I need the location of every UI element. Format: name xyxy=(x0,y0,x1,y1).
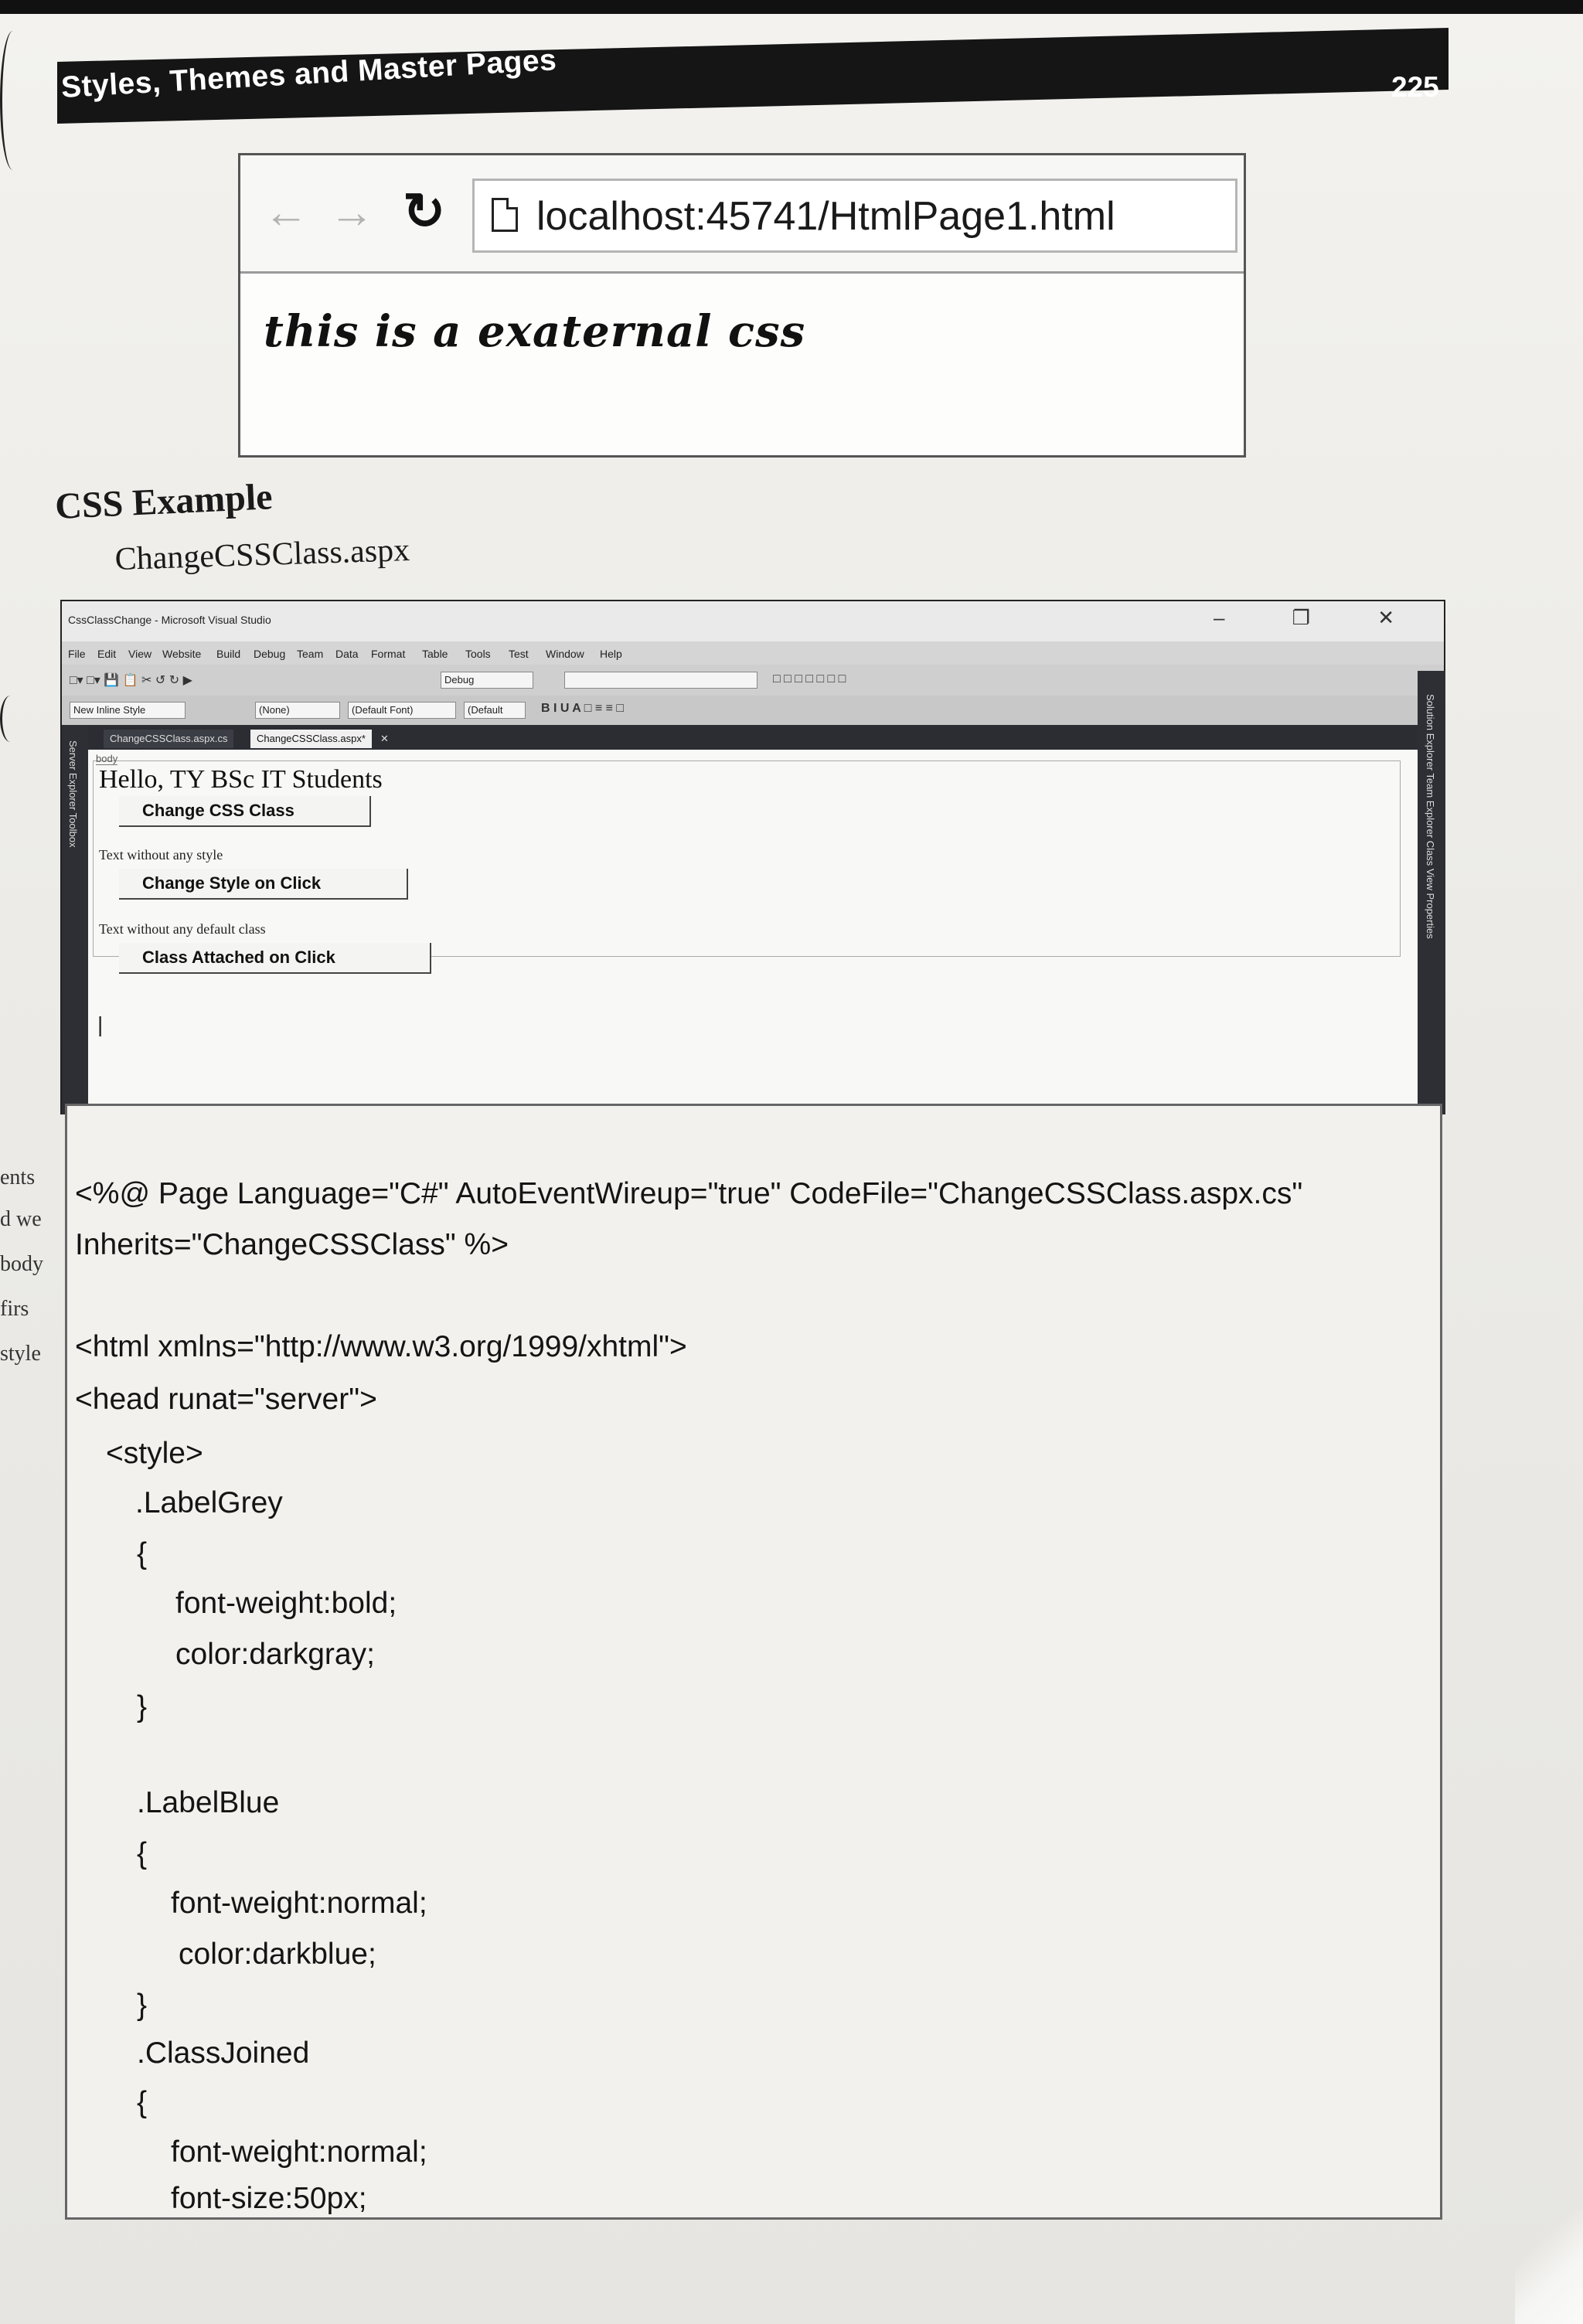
browser-toolbar xyxy=(240,155,1244,274)
change-css-class-button[interactable]: Change CSS Class xyxy=(119,796,371,827)
file-label: ChangeCSSClass.aspx xyxy=(114,533,410,577)
menu-item-tools[interactable]: Tools xyxy=(465,648,491,660)
style-dropdown[interactable]: New Inline Style xyxy=(70,702,186,719)
code-line: .LabelBlue xyxy=(137,1786,280,1819)
menu-item-debug[interactable]: Debug xyxy=(254,648,286,660)
menu-item-edit[interactable]: Edit xyxy=(97,648,117,660)
arrow-left-icon[interactable]: ← xyxy=(264,187,308,237)
margin-fragment: firs xyxy=(0,1297,29,1321)
code-line: .LabelGrey xyxy=(135,1486,283,1519)
code-line: <head runat="server"> xyxy=(75,1383,377,1416)
code-line: .ClassJoined xyxy=(137,2036,310,2070)
config-dropdown[interactable]: Debug xyxy=(441,672,533,689)
code-line: font-weight:bold; xyxy=(175,1587,397,1620)
close-icon[interactable]: ✕ xyxy=(380,733,389,744)
vs-window-title: CssClassChange - Microsoft Visual Studio xyxy=(68,614,271,626)
menu-item-file[interactable]: File xyxy=(68,648,86,660)
format-icons[interactable]: B I U A □ ≡ ≡ □ xyxy=(541,702,625,715)
page-curl-mark xyxy=(0,31,26,170)
text-caret: | xyxy=(97,1012,104,1036)
text-without-default-class-label: Text without any default class xyxy=(99,921,266,937)
arrow-right-icon[interactable]: → xyxy=(329,187,374,237)
menu-item-website[interactable]: Website xyxy=(162,648,202,660)
page-curl-mark xyxy=(0,696,21,742)
address-bar[interactable] xyxy=(472,179,1237,253)
code-line: { xyxy=(137,2086,148,2119)
code-line: <style> xyxy=(106,1437,203,1470)
page-number: 225 xyxy=(1391,71,1439,103)
code-line: { xyxy=(137,1537,148,1570)
menu-item-view[interactable]: View xyxy=(128,648,152,660)
block-format-dropdown[interactable]: (None) xyxy=(255,702,340,719)
margin-fragment: d we xyxy=(0,1207,42,1231)
margin-fragment: style xyxy=(0,1342,41,1366)
file-icon xyxy=(492,198,518,232)
font-dropdown[interactable]: (Default Font) xyxy=(348,702,456,719)
section-heading: CSS Example xyxy=(54,476,274,527)
reload-icon[interactable]: ↻ xyxy=(403,182,446,240)
vs-right-panel[interactable] xyxy=(1418,671,1445,1114)
page-top-edge xyxy=(0,0,1583,14)
vs-menubar xyxy=(62,641,1444,665)
code-line: font-weight:normal; xyxy=(171,2135,427,2169)
menu-item-team[interactable]: Team xyxy=(297,648,324,660)
code-line: Inherits="ChangeCSSClass" %> xyxy=(75,1228,509,1261)
vs-standard-toolbar xyxy=(62,665,1444,696)
hello-label: Hello, TY BSc IT Students xyxy=(99,765,383,794)
right-panel-label: Solution Explorer Team Explorer Class View Properties xyxy=(1425,694,1436,939)
code-line: <%@ Page Language="C#" AutoEventWireup="true" CodeFile="ChangeCSSClass.aspx.cs" xyxy=(75,1177,1303,1210)
code-line: font-size:50px; xyxy=(171,2182,367,2215)
window-controls-icon[interactable]: – ❐ ✕ xyxy=(1213,606,1425,629)
size-dropdown[interactable]: (Default xyxy=(464,702,526,719)
vs-tabbar xyxy=(88,725,1418,750)
header-title: Styles, Themes and Master Pages xyxy=(60,43,558,104)
change-style-on-click-button[interactable]: Change Style on Click xyxy=(119,869,408,900)
left-panel-label: Server Explorer Toolbox xyxy=(67,740,79,848)
browser-screenshot xyxy=(238,153,1246,458)
menu-item-help[interactable]: Help xyxy=(600,648,622,660)
visual-studio-screenshot xyxy=(60,600,1445,1114)
menu-item-data[interactable]: Data xyxy=(335,648,359,660)
search-dropdown[interactable] xyxy=(564,672,757,689)
code-line: { xyxy=(137,1837,148,1870)
code-line: color:darkgray; xyxy=(175,1638,375,1671)
vs-left-panel[interactable] xyxy=(62,725,88,1114)
url-text: localhost:45741/HtmlPage1.html xyxy=(536,194,1115,239)
toolbar-icons[interactable]: □▾ □▾ 💾 📋 ✂ ↺ ↻ ▶ xyxy=(70,674,192,687)
body-tag: body xyxy=(96,753,118,764)
menu-item-window[interactable]: Window xyxy=(546,648,584,660)
menu-item-test[interactable]: Test xyxy=(509,648,529,660)
vs-titlebar xyxy=(62,601,1444,641)
class-attached-on-click-button[interactable]: Class Attached on Click xyxy=(119,943,431,974)
tab-aspx[interactable]: ChangeCSSClass.aspx* xyxy=(250,730,372,748)
code-listing xyxy=(65,1104,1442,2220)
code-line: } xyxy=(137,1690,148,1723)
vs-design-surface[interactable] xyxy=(88,750,1418,1114)
page-corner xyxy=(1515,2210,1583,2324)
margin-fragment: ents xyxy=(0,1165,36,1189)
toolbar-icons[interactable]: □ □ □ □ □ □ □ xyxy=(773,672,846,686)
code-line: font-weight:normal; xyxy=(171,1887,427,1920)
text-without-style-label: Text without any style xyxy=(99,847,223,863)
code-line: color:darkblue; xyxy=(179,1938,376,1971)
margin-fragment: body xyxy=(0,1252,43,1276)
menu-item-table[interactable]: Table xyxy=(422,648,448,660)
code-line: <html xmlns="http://www.w3.org/1999/xhtml"> xyxy=(75,1330,687,1363)
tab-code-behind[interactable]: ChangeCSSClass.aspx.cs xyxy=(104,730,233,748)
menu-item-build[interactable]: Build xyxy=(216,648,241,660)
browser-page-text: this is a exaternal css xyxy=(264,306,806,357)
menu-item-format[interactable]: Format xyxy=(371,648,406,660)
code-line: } xyxy=(137,1989,148,2022)
vs-formatting-toolbar xyxy=(62,696,1444,725)
